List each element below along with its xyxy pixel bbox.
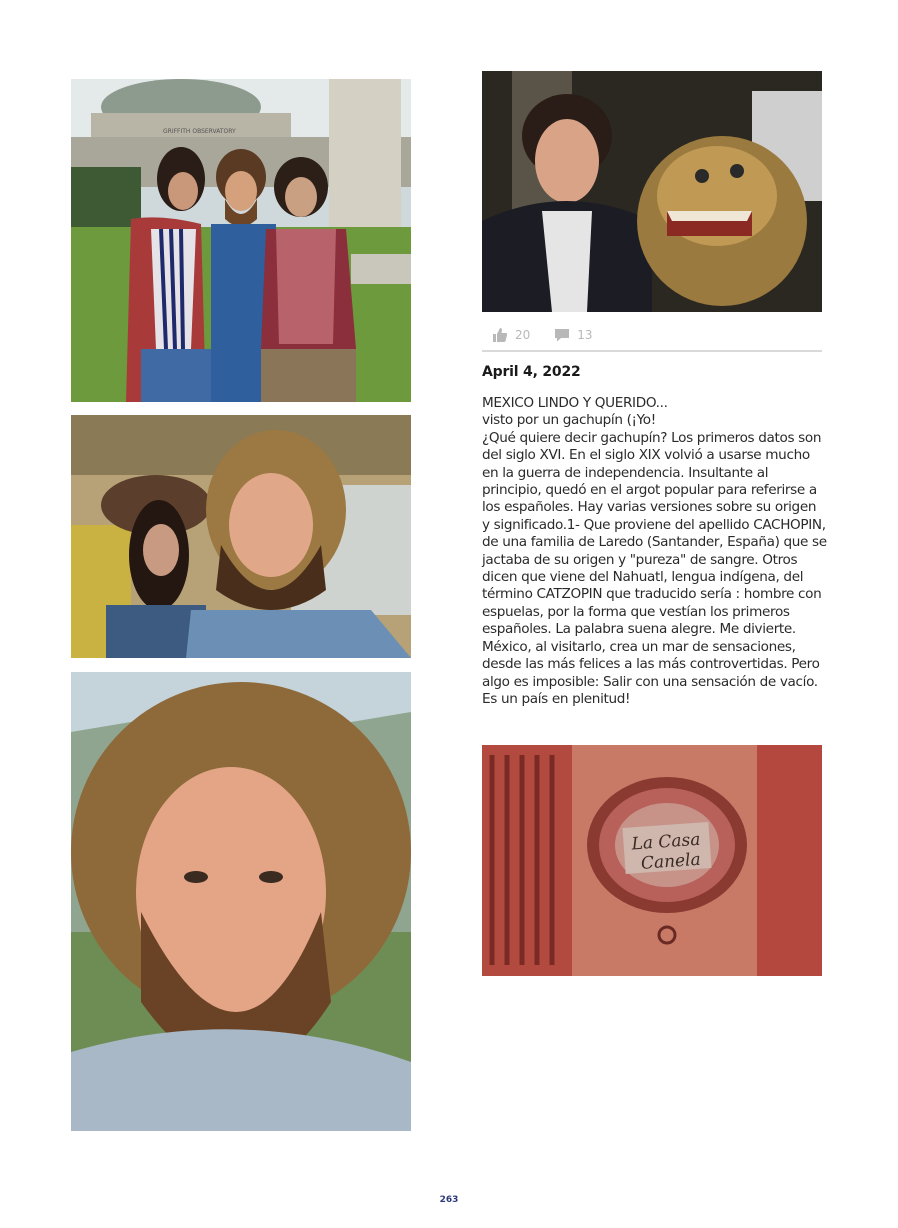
comment-icon <box>554 327 570 343</box>
sign-text-line2: Canela <box>640 849 702 874</box>
comments-button[interactable] <box>554 327 592 343</box>
photo-couple-hat <box>71 415 411 658</box>
likes-button[interactable] <box>492 327 530 343</box>
thumbs-up-icon <box>492 327 508 343</box>
photo-bearded-man-portrait <box>71 672 411 1131</box>
post-stats-bar <box>482 320 822 352</box>
post-date: April 4, 2022 <box>482 364 581 380</box>
photo-la-casa-canela-sign <box>482 745 822 976</box>
post-body: MEXICO LINDO Y QUERIDO... visto por un gachupín (¡Yo! ¿Qué quiere decir gachupín? Los primeros datos son del siglo XVI. En el siglo XIX volvió a usarse mucho en la guerra de independencia. Insultante al principio, quedó en el argot popular para referirse a los españoles. Hay varias versiones sobre su origen y significado.1- Que proviene del apellido CACHOPIN, de una familia de Laredo (Santander, España) que se jactaba de su origen y "pureza" de sangre. Otros dicen que viene del Nahuatl, lengua indígena, del término CATZOPIN que traducido sería : hombre con espuelas, por la forma que vestían los primeros españoles. La palabra suena alegre. Me divierte. México, al visitarlo, crea un mar de sensaciones, desde las más felices a las más controvertidas. Pero algo es imposible: Salir con una sensación de vacío. Es un país en plenitud! <box>482 395 827 707</box>
comments-count: 13 <box>577 328 593 342</box>
page-number: 263 <box>439 1195 459 1205</box>
observatory-sign-text: GRIFFITH OBSERVATORY <box>163 128 236 135</box>
likes-count: 20 <box>515 328 531 342</box>
photo-man-with-lion-statue <box>482 71 822 312</box>
sign-text-line1: La Casa <box>630 829 702 855</box>
photo-observatory-group <box>71 79 411 402</box>
